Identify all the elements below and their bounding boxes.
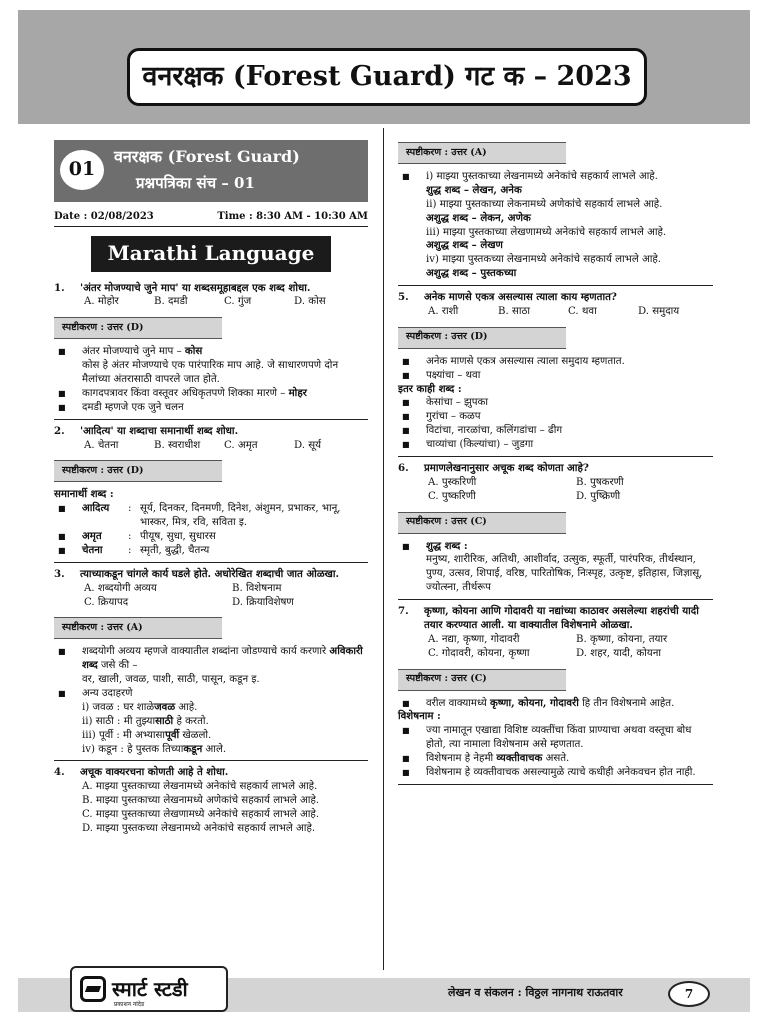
explanation-label: स्पष्टीकरण : उत्तर (A) xyxy=(54,617,222,639)
question-4-options: A. माझ्या पुस्तकाच्या लेखनामध्ये अनेकांचे सहकार्य लाभले आहे. B. माझ्या पुस्तकाच्या लेखनामध्ये अणेकांचे सहकार्य लाभले आहे. C. माझ्या पुस्तकाच्या लेखणामध्ये अनेकांचे सहकार्य लाभले आहे. D. माझ्या पुस्तकच्या लेखनामध्ये अनेकांचे सहकार्य लाभले आहे. xyxy=(82,781,320,834)
bullet-icon: ■ xyxy=(402,412,410,422)
bullet-icon: ■ xyxy=(58,402,66,412)
set-subtitle: प्रश्नपत्रिका संच – 01 xyxy=(136,174,255,192)
right-column: स्पष्टीकरण : उत्तर (A) ■ i) माझ्या पुस्तकाच्या लेखनामध्ये अनेकांचे सहकार्य लाभले आहे. शुद्ध शब्द – लेखन, अनेक ii) माझ्या पुस्तकाच्या लेकनामध्ये अणेकांचे सहकार्य लाभले आहे. अशुद्ध शब्द – लेकन, अणेक iii) माझ्या पुस्तकाच्या लेखणामध्ये अनेकांचे सहकार्य लाभले आहे. अशुद्ध शब्द – लेखण iv) माझ्या पुस्तकच्या लेखनामध्ये अनेकांचे सहकार्य लाभले आहे. अशुद्ध शब्द – पुस्तकच्या 5. अनेक माणसे एकत्र असल्यास त्याला काय म्हणतात? A. राशी B. साठा C. थवा D. समुदाय स्पष्टीकरण : उत्तर (D) ■ अनेक माणसे एकत्र असल्यास त्याला समुदाय म्हणतात. ■ पक्ष्यांचा – थवा इतर काही शब्द : ■ केसांचा – झुपका ■ गुरांचा – कळप ■ विटांचा, नारळांचा, कलिंगडांचा – ढीग ■ चाव्यांचा (किल्यांचा) – जुडगा 6. प्रमाणलेखनानुसार अचूक शब्द कोणता आहे? A. पुस्करिणी B. पुषकरणी C. पुष्करिणी D. पुष्क्रिणी स्पष्टीकरण : उत्तर (C) ■ शुद्ध शब्द : मनुष्य, शारीरिक, अतिथी, आशीर्वाद, उत्सुक, स्फूर्ती, पारंपरिक, तीर्थस्थान, पुण्य, उत्सव, शिपाई, वरिष्ठ, पारितोषिक, निःस्पृह, उत्कृष्ट, इतिहास, जिज्ञासू, ज्योत्स्ना, तीर्थरूप 7. कृष्णा, कोयना आणि गोदावरी या नद्यांच्या काठावर असलेल्या शहरांची यादी तयार करण्यात आली. या वाक्यातील विशेषनामे ओळखा. A. नद्या, कृष्णा, गोदावरी B. कृष्णा, कोयना, तयार C. गोदावरी, कोयना, कृष्णा D. शहर, यादी, कोयना स्पष्टीकरण : उत्तर (C) ■ वरील वाक्यामध्ये कृष्णा, कोयना, गोदावरी हि तीन विशेषनामे आहेत. विशेषनाम : ■ ज्या नामातून एखाद्या विशिष्ट व्यक्तींचा किंवा प्राण्याचा अथवा वस्तूचा बोध होतो, त्या नामाला विशेषनाम असे म्हणतात. ■ विशेषनाम हे नेहमी व्यक्तीवाचक असते. ■ विशेषनाम हे व्यक्तीवाचक असल्यामुळे त्याचे कधीही अनेकवचन होत नाही. xyxy=(398,142,713,785)
left-column: 01 वनरक्षक (Forest Guard) प्रश्नपत्रिका संच – 01 Date : 02/08/2023 Time : 8:30 AM - 10:30 AM Marathi Language 1. 'अंतर मोजण्याचे जुने माप' या शब्दसमूहाबद्दल एक शब्द शोधा. A. मोहोर B. दमडी C. गुंज D. कोस स्पष्टीकरण : उत्तर (D) ■ अंतर मोजण्याचे जुने माप – कोस कोस हे अंतर मोजण्याचे एक पारंपारिक माप आहे. जे साधारणपणे दोन मैलांच्या अंतरासाठी वापरले जात होते. ■ कागदपत्रावर किंवा वस्तूवर अधिकृतपणे शिक्का मारणे – मोहर ■ दमडी म्हणजे एक जुने चलन 2. 'आदित्य' या शब्दाचा समानार्थी शब्द शोधा. A. चेतना B. स्वराधीश C. अमृत D. सूर्य स्पष्टीकरण : उत्तर (D) समानार्थी शब्द : ■ आदित्य : सूर्य, दिनकर, दिनमणी, दिनेश, अंशुमन, प्रभाकर, भानू, भास्कर, मित्र, रवि, सविता इ. ■ अमृत : पीयूष, सुधा, सुधारस ■ चेतना : स्मृती, बुद्धी, चैतन्य 3. त्याच्याकडून चांगले कार्य घडले होते. अधोरेखित शब्दाची जात ओळखा. A. शब्दयोगी अव्यय B. विशेषनाम C. क्रियापद D. क्रियाविशेषण स्पष्टीकरण : उत्तर (A) ■ शब्दयोगी अव्यय म्हणजे वाक्यातील शब्दांना जोडण्याचे कार्य करणारे अविकारी शब्द जसे की – वर, खाली, जवळ, पाशी, साठी, पासून, कडून इ. ■ अन्य उदाहरणे i) जवळ : घर शाळेजवळ आहे. ii) साठी : मी तुझ्यासाठी हे करतो. iii) पूर्वी : मी अभ्यासापूर्वी खेळलो. iv) कडून : हे पुस्तक तिच्याकडून आले. 4. अचूक वाक्यरचना कोणती आहे ते शोधा. A. माझ्या पुस्तकाच्या लेखनामध्ये अनेकांचे सहकार्य लाभले आहे. B. माझ्या पुस्तकाच्या लेखनामध्ये अणेकांचे सहकार्य लाभले आहे. C. माझ्या पुस्तकाच्या लेखणामध्ये अनेकांचे सहकार्य लाभले आहे. D. माझ्या पुस्तकच्या लेखनामध्ये अनेकांचे सहकार्य लाभले आहे. xyxy=(54,140,368,836)
question-2: 2. 'आदित्य' या शब्दाचा समानार्थी शब्द शोधा. xyxy=(54,424,239,437)
bullet-icon: ■ xyxy=(402,726,410,736)
question-3: 3. त्याच्याकडून चांगले कार्य घडले होते. अधोरेखित शब्दाची जात ओळखा. xyxy=(54,567,340,580)
bullet-icon: ■ xyxy=(402,172,410,181)
question-2-options: A. चेतना B. स्वराधीश C. अमृत D. सूर्य xyxy=(84,439,322,451)
question-7-options: A. नद्या, कृष्णा, गोदावरी B. कृष्णा, कोयना, तयार C. गोदावरी, कोयना, कृष्णा D. शहर, यादी, कोयना xyxy=(428,633,668,659)
question-5-options: A. राशी B. साठा C. थवा D. समुदाय xyxy=(428,305,680,317)
explanation-label: स्पष्टीकरण : उत्तर (D) xyxy=(398,327,566,349)
question-1: 1. 'अंतर मोजण्याचे जुने माप' या शब्दसमूहाबद्दल एक शब्द शोधा. xyxy=(54,281,311,294)
set-banner xyxy=(54,140,368,202)
column-divider xyxy=(383,128,384,970)
bullet-icon: ■ xyxy=(58,545,66,555)
publisher-logo: स्मार्ट स्टडी प्रकाशन नांदेड xyxy=(70,966,228,1012)
bullet-icon: ■ xyxy=(58,689,66,699)
set-number: 01 xyxy=(60,150,104,190)
bullet-icon: ■ xyxy=(402,356,410,366)
bullet-icon: ■ xyxy=(402,370,410,380)
page-number: 7 xyxy=(668,981,710,1007)
bullet-icon: ■ xyxy=(58,388,66,398)
subject-heading: Marathi Language xyxy=(91,236,331,272)
page-title: वनरक्षक (Forest Guard) गट क – 2023 xyxy=(127,48,647,106)
bullet-icon: ■ xyxy=(402,426,410,436)
exam-time: Time : 8:30 AM - 10:30 AM xyxy=(217,211,368,222)
explanation-label: स्पष्टीकरण : उत्तर (C) xyxy=(398,669,566,691)
explanation-label: स्पष्टीकरण : उत्तर (A) xyxy=(398,142,566,164)
question-7: 7. कृष्णा, कोयना आणि गोदावरी या नद्यांच्या काठावर असलेल्या शहरांची यादी तयार करण्यात आली. या वाक्यातील विशेषनामे ओळखा. xyxy=(398,605,699,631)
bullet-icon: ■ xyxy=(58,532,66,542)
exam-date: Date : 02/08/2023 xyxy=(54,211,154,222)
question-6-options: A. पुस्करिणी B. पुषकरणी C. पुष्करिणी D. पुष्क्रिणी xyxy=(428,476,624,502)
question-4: 4. अचूक वाक्यरचना कोणती आहे ते शोधा. xyxy=(54,766,229,779)
question-3-options: A. शब्दयोगी अव्यय B. विशेषनाम C. क्रियापद D. क्रियाविशेषण xyxy=(84,582,294,608)
logo-icon xyxy=(80,976,106,1002)
bullet-icon: ■ xyxy=(402,698,410,708)
bullet-icon: ■ xyxy=(402,767,410,777)
bullet-icon: ■ xyxy=(402,541,410,551)
question-6: 6. प्रमाणलेखनानुसार अचूक शब्द कोणता आहे? xyxy=(398,461,589,474)
bullet-icon: ■ xyxy=(402,754,410,763)
bullet-icon: ■ xyxy=(402,398,410,408)
explanation-label: स्पष्टीकरण : उत्तर (C) xyxy=(398,512,566,534)
explanation-label: स्पष्टीकरण : उत्तर (D) xyxy=(54,460,222,482)
explanation-label: स्पष्टीकरण : उत्तर (D) xyxy=(54,317,222,339)
bullet-icon: ■ xyxy=(58,504,66,514)
question-5: 5. अनेक माणसे एकत्र असल्यास त्याला काय म्हणतात? xyxy=(398,291,617,303)
bullet-icon: ■ xyxy=(402,440,410,449)
date-time-row xyxy=(54,210,368,227)
author-credit: लेखन व संकलन : विठ्ठल नागनाथ राऊतवार xyxy=(448,986,623,999)
bullet-icon: ■ xyxy=(58,347,66,357)
set-title: वनरक्षक (Forest Guard) xyxy=(114,147,300,166)
bullet-icon: ■ xyxy=(58,647,66,657)
question-1-options: A. मोहोर B. दमडी C. गुंज D. कोस xyxy=(84,296,326,308)
